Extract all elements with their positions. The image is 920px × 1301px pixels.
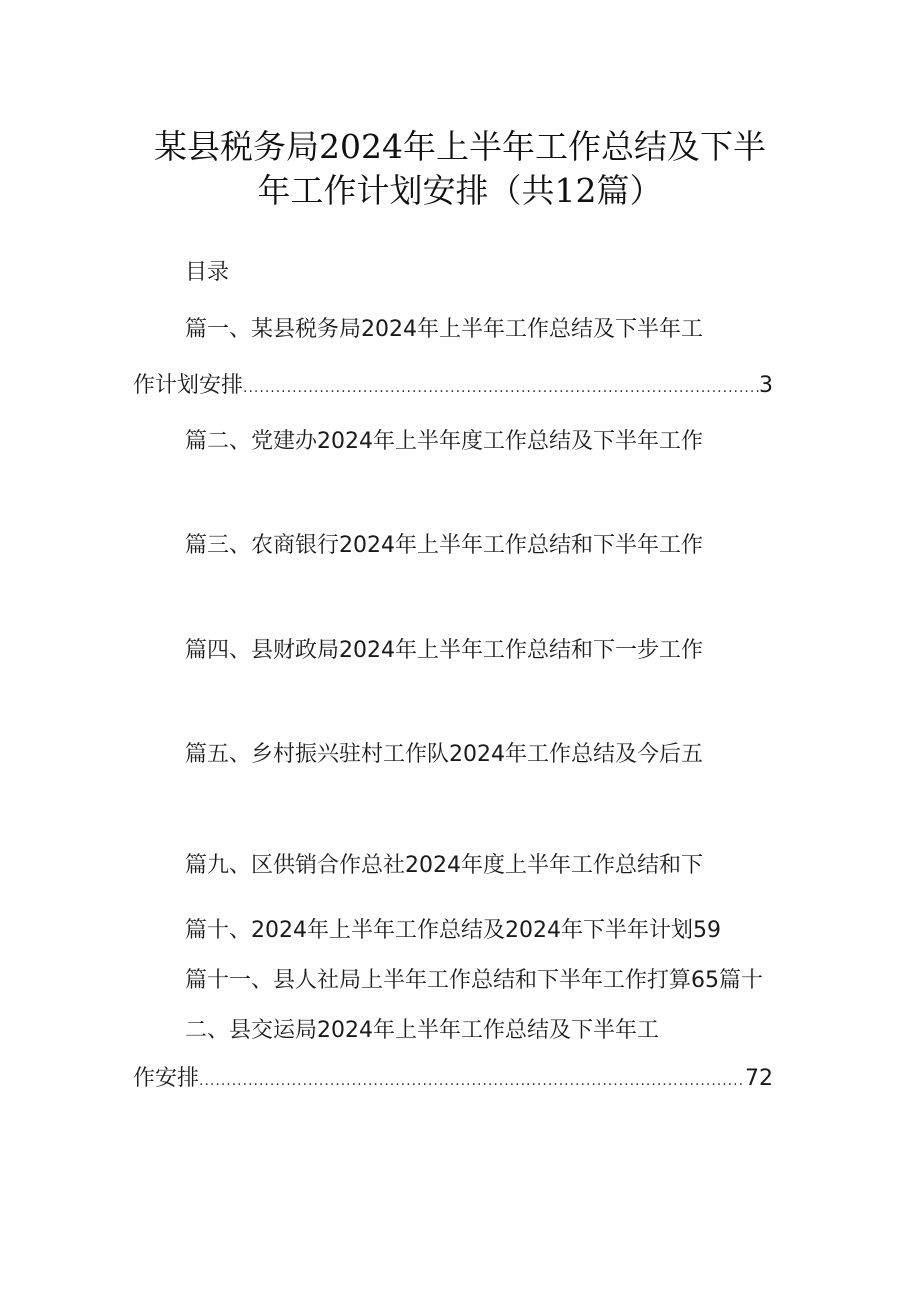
toc-entry-4[interactable]: 篇四、县财政局2024年上半年工作总结和下一步工作 xyxy=(185,638,703,663)
toc-entry-10[interactable]: 篇十、2024年上半年工作总结及2024年下半年计划59 xyxy=(185,918,721,943)
title-line-1: 某县税务局2024年上半年工作总结及下半 xyxy=(154,127,766,166)
toc-entry-12-continuation[interactable] xyxy=(133,1064,773,1096)
toc-entry-text: 作安排 xyxy=(133,1066,200,1091)
title-line-2: 年工作计划安排（共12篇） xyxy=(257,171,663,210)
leader-dots xyxy=(243,373,759,403)
toc-entry-2[interactable]: 篇二、党建办2024年上半年度工作总结及下半年工作 xyxy=(185,429,703,454)
toc-entry-11[interactable]: 篇十一、县人社局上半年工作总结和下半年工作打算65篇十 xyxy=(185,968,763,993)
toc-entry-5[interactable]: 篇五、乡村振兴驻村工作队2024年工作总结及今后五 xyxy=(185,742,703,767)
toc-entry-text: 作计划安排 xyxy=(133,373,244,398)
toc-entry-1[interactable]: 篇一、某县税务局2024年上半年工作总结及下半年工 xyxy=(185,317,703,342)
toc-entry-12[interactable]: 二、县交运局2024年上半年工作总结及下半年工 xyxy=(185,1018,659,1043)
toc-heading: 目录 xyxy=(185,260,230,285)
toc-entry-1-continuation[interactable] xyxy=(133,371,773,403)
leader-dots xyxy=(199,1066,745,1096)
toc-page-number: 72 xyxy=(745,1066,773,1091)
toc-entry-9[interactable]: 篇九、区供销合作总社2024年度上半年工作总结和下 xyxy=(185,853,703,878)
toc-entry-3[interactable]: 篇三、农商银行2024年上半年工作总结和下半年工作 xyxy=(185,533,703,558)
toc-page-number: 3 xyxy=(759,373,773,398)
